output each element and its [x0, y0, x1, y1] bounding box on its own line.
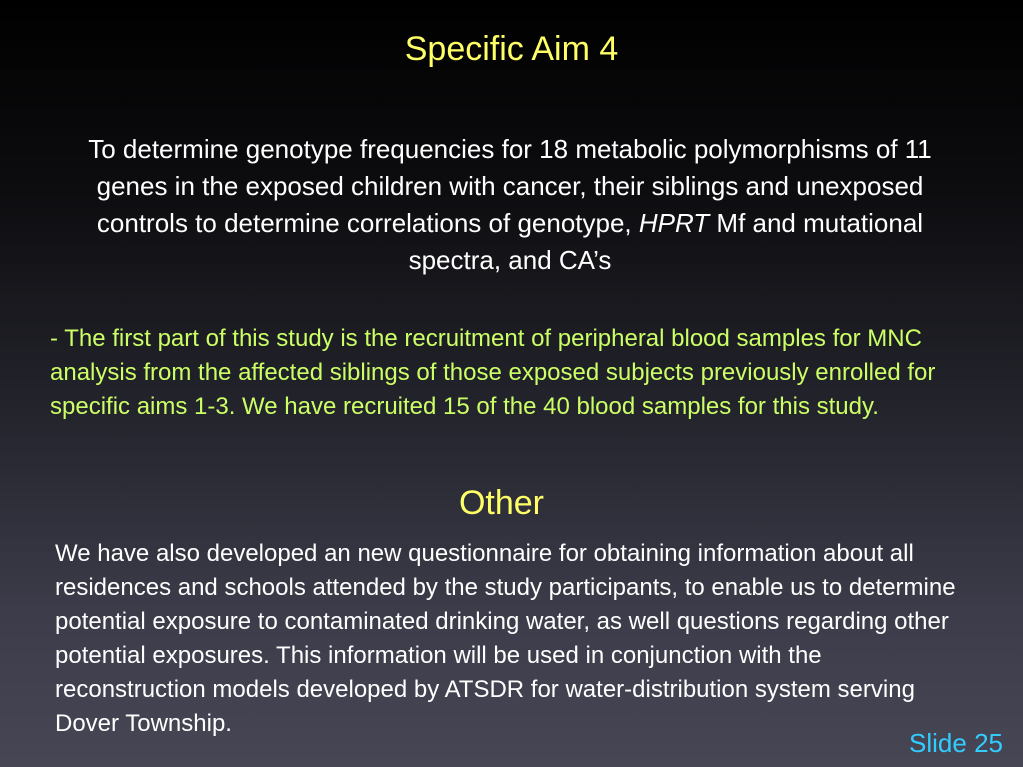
- slide-title: Specific Aim 4: [404, 30, 619, 68]
- recruitment-note: - The first part of this study is the recruitment of peripheral blood samples for MNC analysis from the affected siblings of those exposed subjects previously enrolled for specific aims 1-3. We have recruited 15 of the 40 blood samples for this study.: [50, 325, 936, 420]
- other-heading: Other: [458, 484, 545, 522]
- aim-gene-name: HPRT: [638, 208, 710, 238]
- aim-text-after: Mf and mutational spectra, and CA’s: [408, 208, 924, 275]
- other-description: We have also developed an new questionnaire for obtaining information about all residences and schools attended by the study participants, to enable us to determine potential exposure to contaminated drinking water, as well questions regarding other potential exposures. This information will be used in conjunction with the reconstruction models developed by ATSDR for water-distribution system serving Dover Township.: [55, 540, 956, 737]
- aim-description: [50, 131, 970, 279]
- slide-number: Slide 25: [909, 728, 1003, 758]
- aim-text-before: To determine genotype frequencies for 18 metabolic polymorphisms of 11 genes in the exposed children with cancer, their siblings and unexposed controls to determine correlations of genotype,: [88, 134, 932, 238]
